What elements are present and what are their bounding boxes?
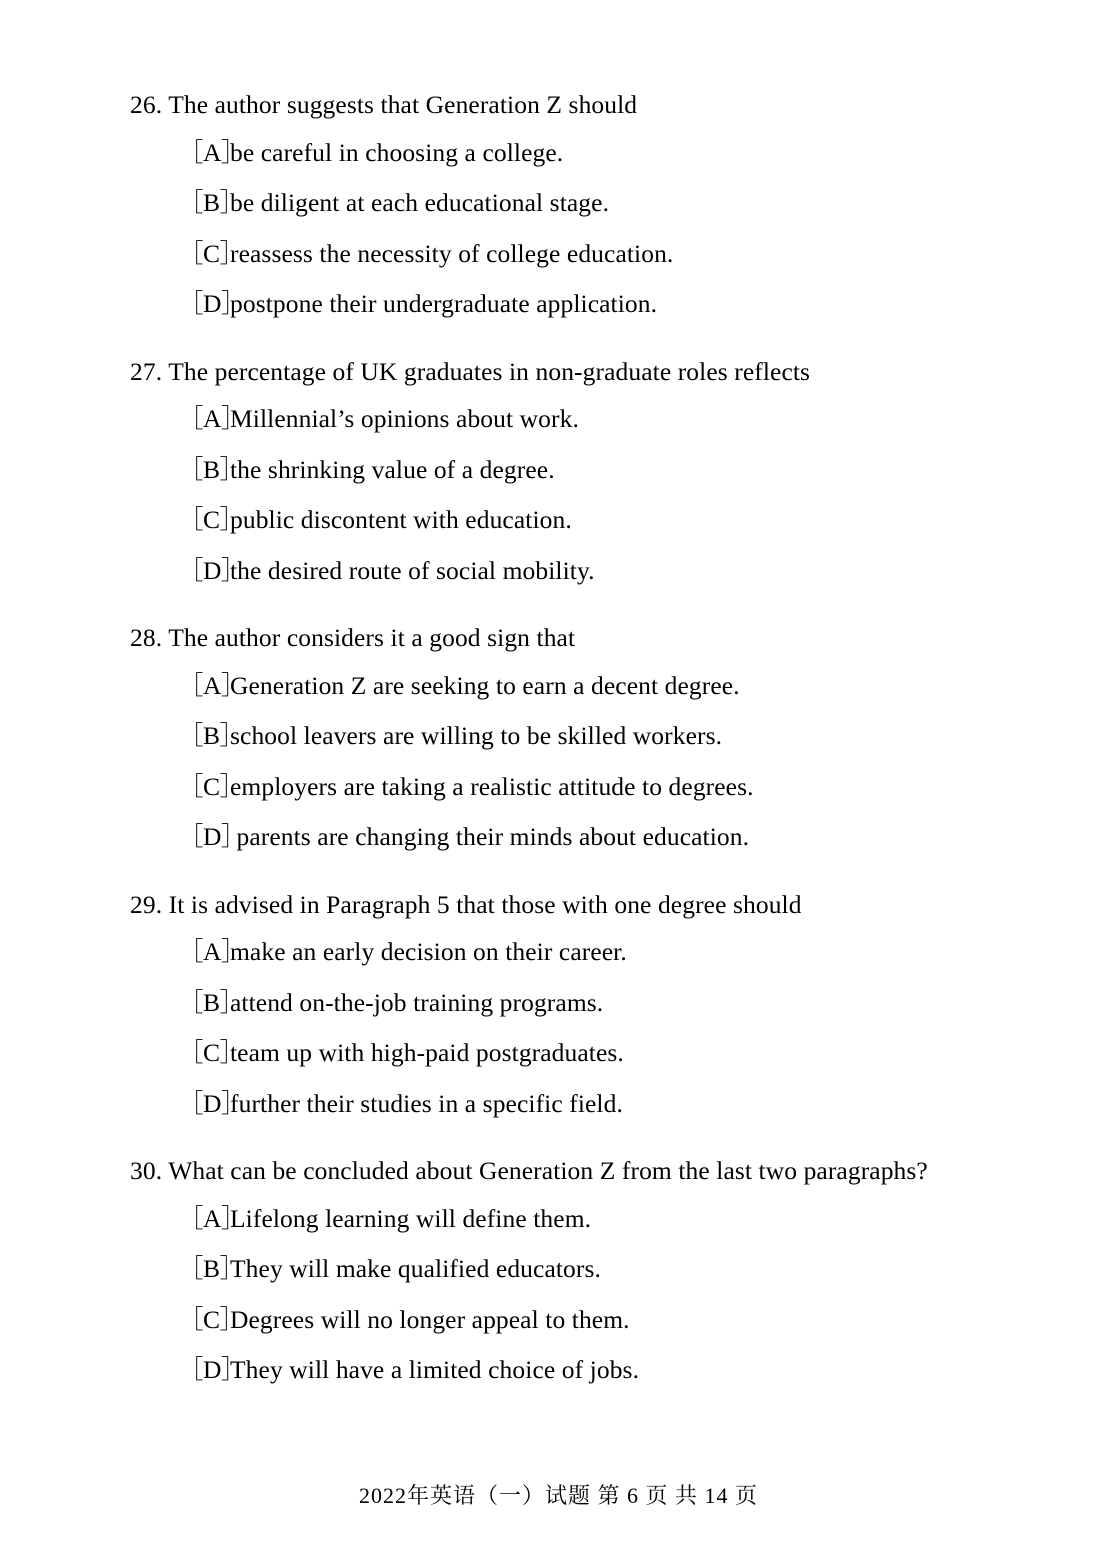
option-label-30-a: ［A］	[178, 1203, 246, 1233]
question-stem-27: 27. The percentage of UK graduates in non-graduate roles reflects	[130, 356, 811, 386]
option-26-d[interactable]	[130, 291, 990, 317]
option-28-b[interactable]	[130, 723, 990, 749]
question-block-29	[130, 889, 990, 1118]
option-text-28-a: Generation Z are seeking to earn a decent degree.	[230, 670, 740, 700]
option-text-28-d: parents are changing their minds about education.	[230, 822, 750, 851]
option-28-a[interactable]	[130, 670, 990, 700]
option-27-c[interactable]	[130, 507, 990, 533]
option-text-27-c: public discontent with education.	[230, 505, 572, 534]
option-text-30-c: Degrees will no longer appeal to them.	[230, 1304, 630, 1334]
option-27-b[interactable]	[130, 454, 990, 484]
option-label-30-d: ［D］	[178, 1355, 246, 1384]
option-29-c[interactable]	[130, 1040, 990, 1066]
option-label-28-c: ［C］	[178, 771, 245, 801]
option-label-29-c: ［C］	[178, 1038, 245, 1067]
block-gap	[130, 337, 990, 359]
option-28-c[interactable]	[130, 771, 990, 801]
block-gap	[130, 603, 990, 625]
option-30-c[interactable]	[130, 1304, 990, 1334]
option-29-b[interactable]	[130, 987, 990, 1017]
option-text-26-d: postpone their undergraduate application.	[230, 289, 658, 318]
question-block-26	[130, 92, 990, 317]
option-label-30-c: ［C］	[178, 1304, 245, 1334]
option-label-26-a: ［A］	[178, 137, 246, 167]
questions-container	[130, 92, 990, 1383]
option-26-c[interactable]	[130, 238, 990, 268]
option-text-28-b: school leavers are willing to be skilled workers.	[230, 721, 723, 750]
option-label-28-a: ［A］	[178, 670, 246, 700]
question-stem-29: 29. It is advised in Paragraph 5 that those with one degree should	[130, 889, 802, 919]
option-label-29-d: ［D］	[178, 1088, 246, 1118]
option-28-d[interactable]	[130, 824, 990, 850]
option-26-b[interactable]	[130, 190, 990, 216]
option-29-d[interactable]	[130, 1088, 990, 1118]
option-label-27-c: ［C］	[178, 505, 245, 534]
question-block-30	[130, 1158, 990, 1383]
option-label-27-b: ［B］	[178, 454, 245, 484]
option-label-26-d: ［D］	[178, 289, 246, 318]
option-27-d[interactable]	[130, 555, 990, 585]
question-stem-30: 30. What can be concluded about Generation Z from the last two paragraphs?	[130, 1156, 928, 1185]
option-text-27-a: Millennial’s opinions about work.	[230, 404, 579, 433]
option-text-30-b: They will make qualified educators.	[230, 1254, 601, 1283]
block-gap	[130, 1136, 990, 1158]
option-label-29-a: ［A］	[178, 937, 246, 966]
option-text-27-d: the desired route of social mobility.	[230, 555, 595, 585]
option-label-30-b: ［B］	[178, 1254, 245, 1283]
option-30-a[interactable]	[130, 1203, 990, 1233]
option-text-26-b: be diligent at each educational stage.	[230, 188, 610, 217]
question-stem-28: 28. The author considers it a good sign that	[130, 623, 576, 652]
question-block-28	[130, 625, 990, 850]
page-footer: 2022年英语（一）试题 第 6 页 共 14 页	[358, 1483, 758, 1508]
option-text-27-b: the shrinking value of a degree.	[230, 454, 555, 484]
option-label-28-d: ［D］	[178, 822, 246, 851]
option-26-a[interactable]	[130, 137, 990, 167]
option-label-27-d: ［D］	[178, 555, 246, 585]
option-text-29-d: further their studies in a specific field.	[230, 1088, 623, 1118]
question-stem-26: 26. The author suggests that Generation Z should	[130, 90, 638, 119]
option-text-26-c: reassess the necessity of college education.	[230, 238, 674, 268]
option-label-26-b: ［B］	[178, 188, 245, 217]
option-text-28-c: employers are taking a realistic attitude to degrees.	[230, 771, 754, 801]
option-text-30-d: They will have a limited choice of jobs.	[230, 1355, 640, 1384]
option-27-a[interactable]	[130, 406, 990, 432]
option-text-29-a: make an early decision on their career.	[230, 937, 627, 966]
option-label-28-b: ［B］	[178, 721, 245, 750]
option-label-29-b: ［B］	[178, 987, 245, 1017]
option-text-29-c: team up with high-paid postgraduates.	[230, 1038, 624, 1067]
block-gap	[130, 870, 990, 892]
option-30-d[interactable]	[130, 1357, 990, 1383]
option-text-26-a: be careful in choosing a college.	[230, 137, 564, 167]
option-30-b[interactable]	[130, 1256, 990, 1282]
option-29-a[interactable]	[130, 939, 990, 965]
option-text-29-b: attend on-the-job training programs.	[230, 987, 604, 1017]
option-label-27-a: ［A］	[178, 404, 246, 433]
question-block-27	[130, 356, 990, 585]
option-label-26-c: ［C］	[178, 238, 245, 268]
option-text-30-a: Lifelong learning will define them.	[230, 1203, 592, 1233]
